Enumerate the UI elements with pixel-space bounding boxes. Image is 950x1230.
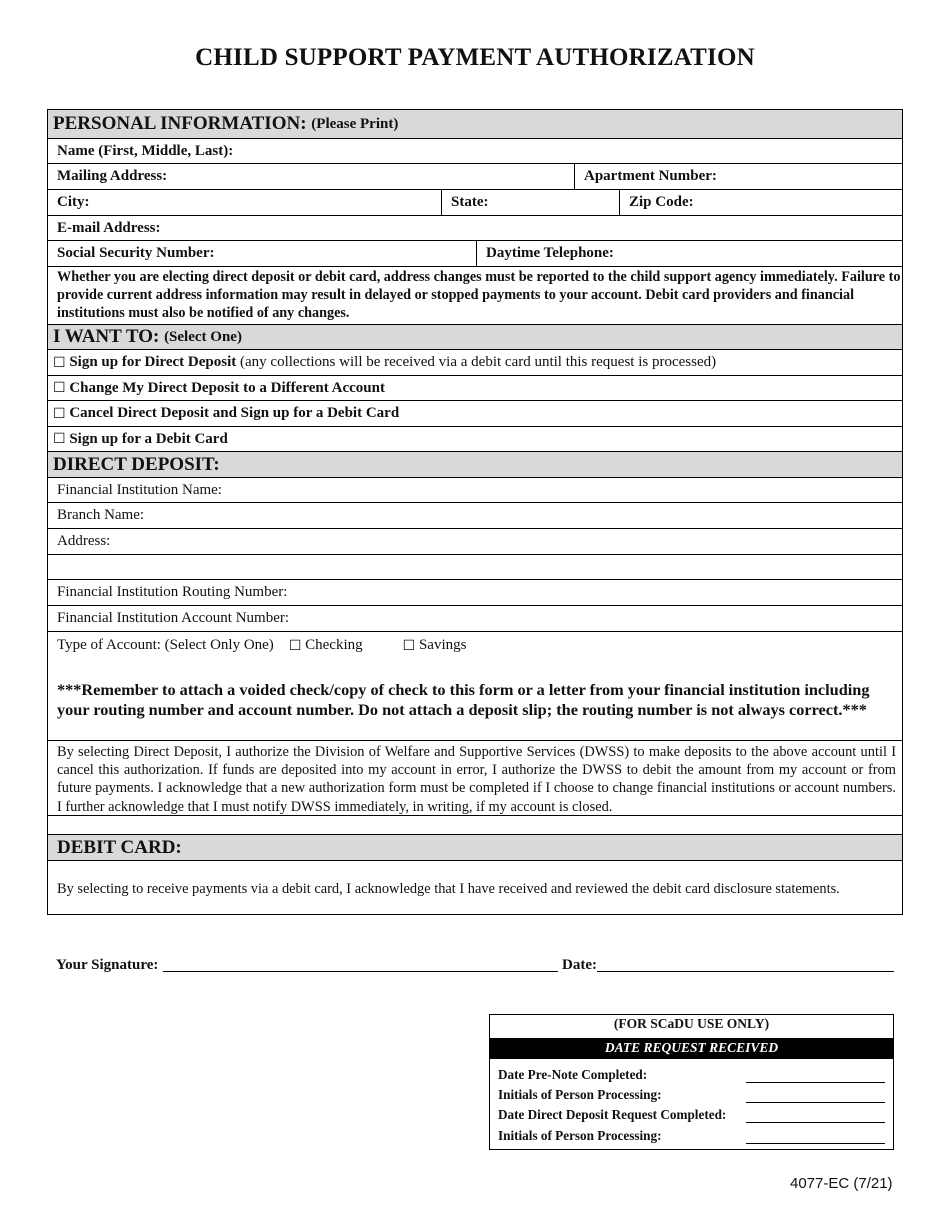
account-row [48,606,902,632]
routing-row [48,580,902,606]
date-request-received-heading: DATE REQUEST RECEIVED [490,1038,893,1059]
branch-name-field[interactable] [48,503,902,528]
account-number-field[interactable] [48,606,902,631]
ssn-label: Social Security Number: [57,245,215,261]
state-label: State: [451,194,489,210]
mailing-row [48,164,902,190]
reminder-row [48,659,902,741]
i-want-to-header [48,325,902,350]
debit-card-disclosure-text: By selecting to receive payments via a debit card, I acknowledge that I have received and reviewed the debit card disclosure statements. [57,881,840,897]
option-change-account-label: Change My Direct Deposit to a Different Account [69,379,385,396]
office-use-box [489,1014,894,1150]
initials-label-1: Initials of Person Processing: [498,1087,662,1102]
fi-address-row [48,529,902,555]
option-debit-card-checkbox[interactable]: ☐ [53,431,66,447]
option-cancel-dd-label: Cancel Direct Deposit and Sign up for a Debit Card [69,405,400,421]
dd-request-completed-line[interactable] [746,1122,885,1123]
debit-card-header [48,835,902,861]
option-debit-card-row [48,427,902,452]
direct-deposit-heading: DIRECT DEPOSIT: [53,453,220,475]
option-change-account-row [48,376,902,401]
daytime-phone-field[interactable] [476,241,902,266]
apartment-label: Apartment Number: [584,168,717,184]
city-row [48,190,902,216]
personal-info-heading: PERSONAL INFORMATION: [53,113,307,134]
name-row [48,139,902,164]
mailing-address-field[interactable] [48,164,574,189]
zip-label: Zip Code: [629,194,694,210]
debit-card-heading: DEBIT CARD: [57,836,182,858]
city-field[interactable] [48,190,441,215]
savings-checkbox[interactable]: ☐ [402,637,416,654]
direct-deposit-header [48,452,902,478]
option-cancel-dd-checkbox[interactable]: ☐ [53,405,66,422]
authorization-form [47,109,903,915]
daytime-phone-label: Daytime Telephone: [486,245,614,261]
fi-address-line2-row [48,555,902,580]
email-row [48,216,902,241]
account-type-row [48,632,902,659]
account-type-label: Type of Account: (Select Only One) [57,637,274,653]
address-change-notice: Whether you are electing direct deposit or debit card, address changes must be reported to the child support agency immediately. Failure to provide current address information may result in delayed or stopped payments to your account. Debit card providers and financial institutions must also be notified of any changes. [57,269,901,321]
ssn-field[interactable] [48,241,476,266]
dd-request-completed-label: Date Direct Deposit Request Completed: [498,1107,727,1122]
option-debit-card-label: Sign up for a Debit Card [69,430,228,447]
branch-row [48,503,902,529]
page-title: CHILD SUPPORT PAYMENT AUTHORIZATION [195,44,755,71]
fi-name-row [48,478,902,503]
option-direct-deposit-checkbox[interactable]: ☐ [53,354,66,371]
apartment-field[interactable] [574,164,902,189]
ssn-row [48,241,902,267]
option-direct-deposit-row [48,350,902,376]
please-print-note: (Please Print) [311,115,399,132]
option-change-account-checkbox[interactable]: ☐ [53,380,66,396]
savings-label: Savings [418,637,467,653]
authorization-row [48,741,902,816]
fi-address-field[interactable] [48,529,902,554]
spacer-row [48,816,902,835]
pre-note-label: Date Pre-Note Completed: [498,1067,648,1082]
routing-number-field[interactable] [48,580,902,605]
i-want-to-heading: I WANT TO: [53,326,160,347]
option-cancel-dd-row [48,401,902,427]
initials-line-1[interactable] [746,1102,885,1103]
name-field[interactable] [48,139,902,163]
checking-label: Checking [305,637,363,653]
name-label: Name (First, Middle, Last): [57,142,234,159]
email-label: E-mail Address: [57,219,161,236]
signature-label: Your Signature: [56,957,159,973]
fi-address-line2-field[interactable] [48,555,902,579]
branch-name-label: Branch Name: [57,507,145,523]
mailing-address-label: Mailing Address: [57,168,168,184]
routing-number-label: Financial Institution Routing Number: [57,584,288,600]
direct-deposit-authorization-text: By selecting Direct Deposit, I authorize the Division of Welfare and Supportive Services (DWSS) to make deposits to the above account until I cancel this authorization. If funds are deposited into my account in error, I authorize the DWSS to debit the amount from my account or from future payments. I acknowledge that a new authorization form must be completed if I choose to change financial institutions or account numbers. I further acknowledge that I must notify DWSS immediately, in writing, if my account is closed. [57,744,896,815]
date-label: Date: [562,957,597,973]
address-change-notice-row [48,267,902,325]
email-field[interactable] [48,216,902,240]
signature-line[interactable] [163,971,558,972]
fi-address-label: Address: [57,533,111,549]
city-label: City: [57,194,90,210]
account-number-label: Financial Institution Account Number: [57,610,290,626]
state-field[interactable] [441,190,619,215]
option-direct-deposit-note: (any collections will be received via a debit card until this request is processed) [236,354,717,370]
select-one-note: (Select One) [164,328,242,345]
date-line[interactable] [597,971,894,972]
voided-check-reminder: ***Remember to attach a voided check/copy of check to this form or a letter from your financial institution including your routing number and account number. Do not attach a deposit slip; the routing number is not always correct.*** [57,680,870,719]
initials-line-2[interactable] [746,1143,885,1144]
fi-name-label: Financial Institution Name: [57,481,222,498]
office-use-heading: (FOR SCaDU USE ONLY) [613,1016,770,1031]
checking-checkbox[interactable]: ☐ [288,637,302,654]
form-number: 4077-EC (7/21) [790,1175,893,1192]
option-direct-deposit-label: Sign up for Direct Deposit [69,354,237,370]
personal-info-header [48,110,902,139]
fi-name-field[interactable] [48,478,902,502]
pre-note-line[interactable] [746,1082,885,1083]
debit-card-row [48,861,902,916]
initials-label-2: Initials of Person Processing: [498,1128,662,1143]
zip-field[interactable] [619,190,902,215]
